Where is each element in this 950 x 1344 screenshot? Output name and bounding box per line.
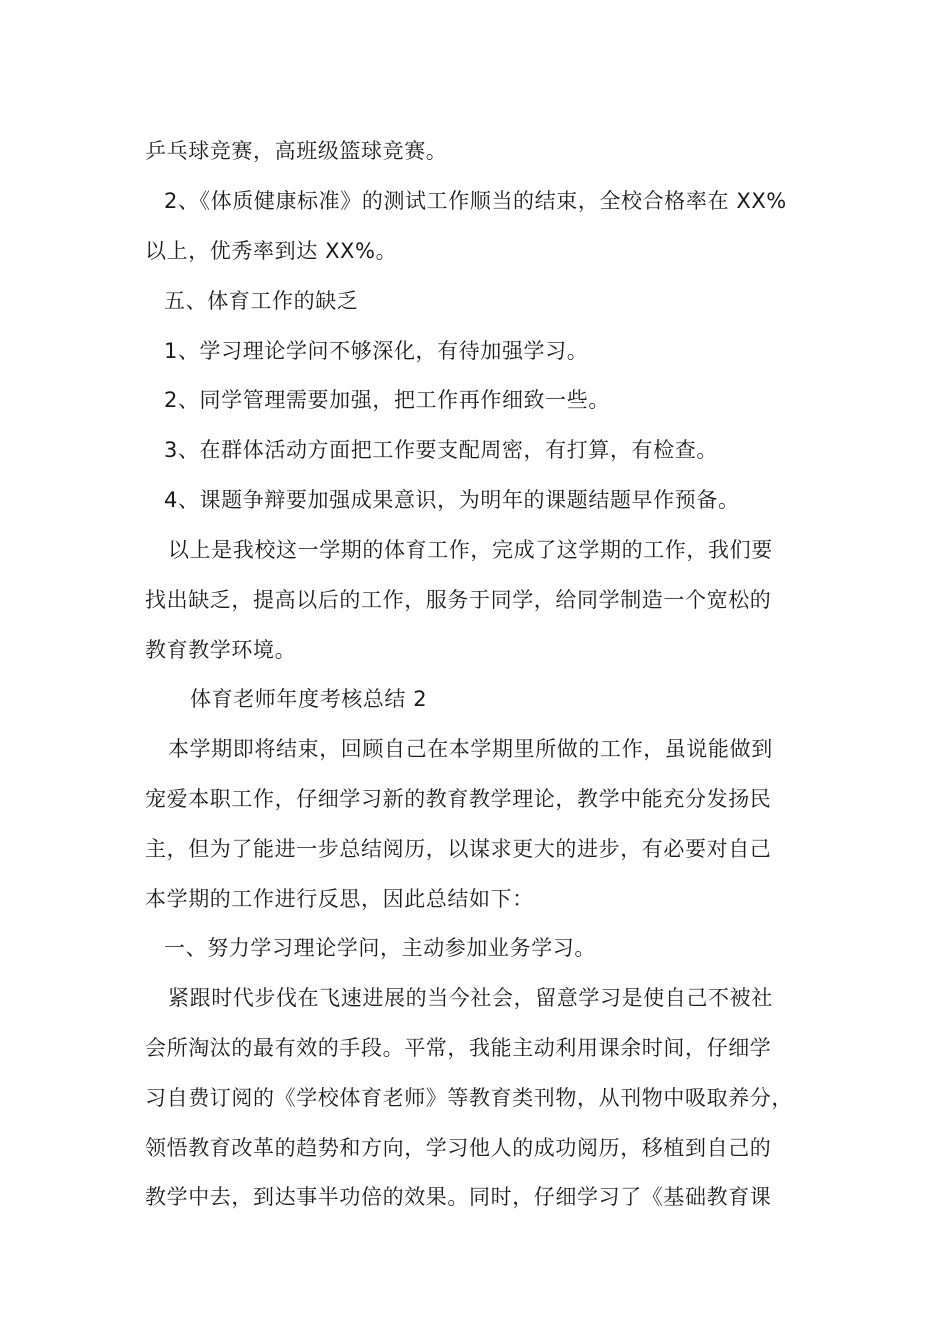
list-item: 3、在群体活动方面把工作要支配周密，有打算，有检查。 <box>164 438 718 462</box>
text-line: 以上是我校这一学期的体育工作，完成了这学期的工作，我们要 <box>168 538 773 562</box>
list-item: 4、课题争辩要加强成果意识，为明年的课题结题早作预备。 <box>164 488 740 512</box>
text-line: 以上，优秀率到达 XX%。 <box>145 239 398 263</box>
text-line: 宠爱本职工作，仔细学习新的教育教学理论，教学中能充分发扬民 <box>145 787 772 811</box>
section-heading: 五、体育工作的缺乏 <box>164 289 359 313</box>
text-line: 2、《体质健康标准》的测试工作顺当的结束，全校合格率在 XX% <box>164 189 787 213</box>
text-line: 紧跟时代步伐在飞速进展的当今社会，留意学习是使自己不被社 <box>168 986 773 1010</box>
list-item: 1、学习理论学问不够深化，有待加强学习。 <box>164 339 589 363</box>
text-line: 找出缺乏，提高以后的工作，服务于同学，给同学制造一个宽松的 <box>145 588 772 612</box>
list-item: 2、同学管理需要加强，把工作再作细致一些。 <box>164 388 610 412</box>
text-line: 教学中去，到达事半功倍的效果。同时，仔细学习了《基础教育课 <box>145 1185 772 1209</box>
text-line: 本学期即将结束，回顾自己在本学期里所做的工作，虽说能做到 <box>168 737 773 761</box>
section-heading: 一、努力学习理论学问，主动参加业务学习。 <box>164 936 596 960</box>
text-line: 领悟教育改革的趋势和方向，学习他人的成功阅历，移植到自己的 <box>145 1136 772 1160</box>
text-line: 主，但为了能进一步总结阅历，以谋求更大的进步，有必要对自己 <box>145 837 772 861</box>
text-line: 乒乓球竞赛，高班级篮球竞赛。 <box>145 139 448 163</box>
text-line: 习自费订阅的《学校体育老师》等教育类刊物，从刊物中吸取养分， <box>145 1086 793 1110</box>
text-line: 会所淘汰的最有效的手段。平常，我能主动利用课余时间，仔细学 <box>145 1036 772 1060</box>
article-title: 体育老师年度考核总结 2 <box>190 687 428 711</box>
text-line: 本学期的工作进行反思，因此总结如下： <box>145 887 534 911</box>
text-line: 教育教学环境。 <box>145 638 297 662</box>
